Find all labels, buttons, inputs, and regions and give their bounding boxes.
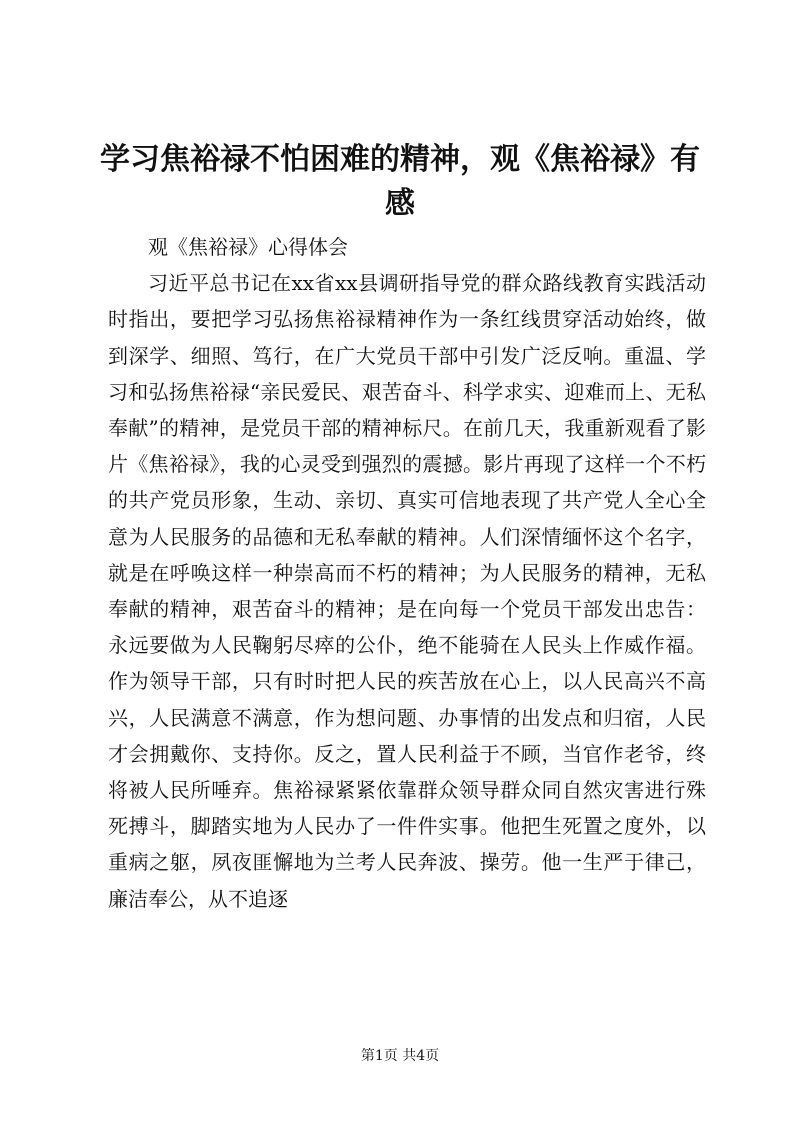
document-title: 学习焦裕禄不怕困难的精神，观《焦裕禄》有感 xyxy=(100,142,700,221)
subtitle-paragraph: 观《焦裕禄》心得体会 xyxy=(148,235,348,259)
page-indicator: 第1页 共4页 xyxy=(360,1048,440,1064)
document-body xyxy=(108,229,706,917)
body-paragraph: 习近平总书记在xx省xx县调研指导党的群众路线教育实践活动时指出，要把学习弘扬焦裕禄精神作为一条红线贯穿活动始终，做到深学、细照、笃行，在广大党员干部中引发广泛反响。重温、学习和弘扬焦裕禄“亲民爱民、艰苦奋斗、科学求实、迎难而上、无私奉献”的精神，是党员干部的精神标尺。在前几天，我重新观看了影片《焦裕禄》，我的心灵受到强烈的震撼。影片再现了这样一个不朽的共产党员形象，生动、亲切、真实可信地表现了共产党人全心全意为人民服务的品德和无私奉献的精神。人们深情缅怀这个名字，就是在呼唤这样一种崇高而不朽的精神；为人民服务的精神，无私奉献的精神，艰苦奋斗的精神；是在向每一个党员干部发出忠告：永远要做为人民鞠躬尽瘁的公仆，绝不能骑在人民头上作威作福。作为领导干部，只有时时把人民的疾苦放在心上，以人民高兴不高兴，人民满意不满意，作为想问题、办事情的出发点和归宿，人民才会拥戴你、支持你。反之，置人民利益于不顾，当官作老爷，终将被人民所唾弃。焦裕禄紧紧依靠群众领导群众同自然灾害进行殊死搏斗，脚踏实地为人民办了一件件实事。他把生死置之度外，以重病之躯，夙夜匪懈地为兰考人民奔波、操劳。他一生严于律己，廉洁奉公，从不追逐 xyxy=(108,271,706,911)
